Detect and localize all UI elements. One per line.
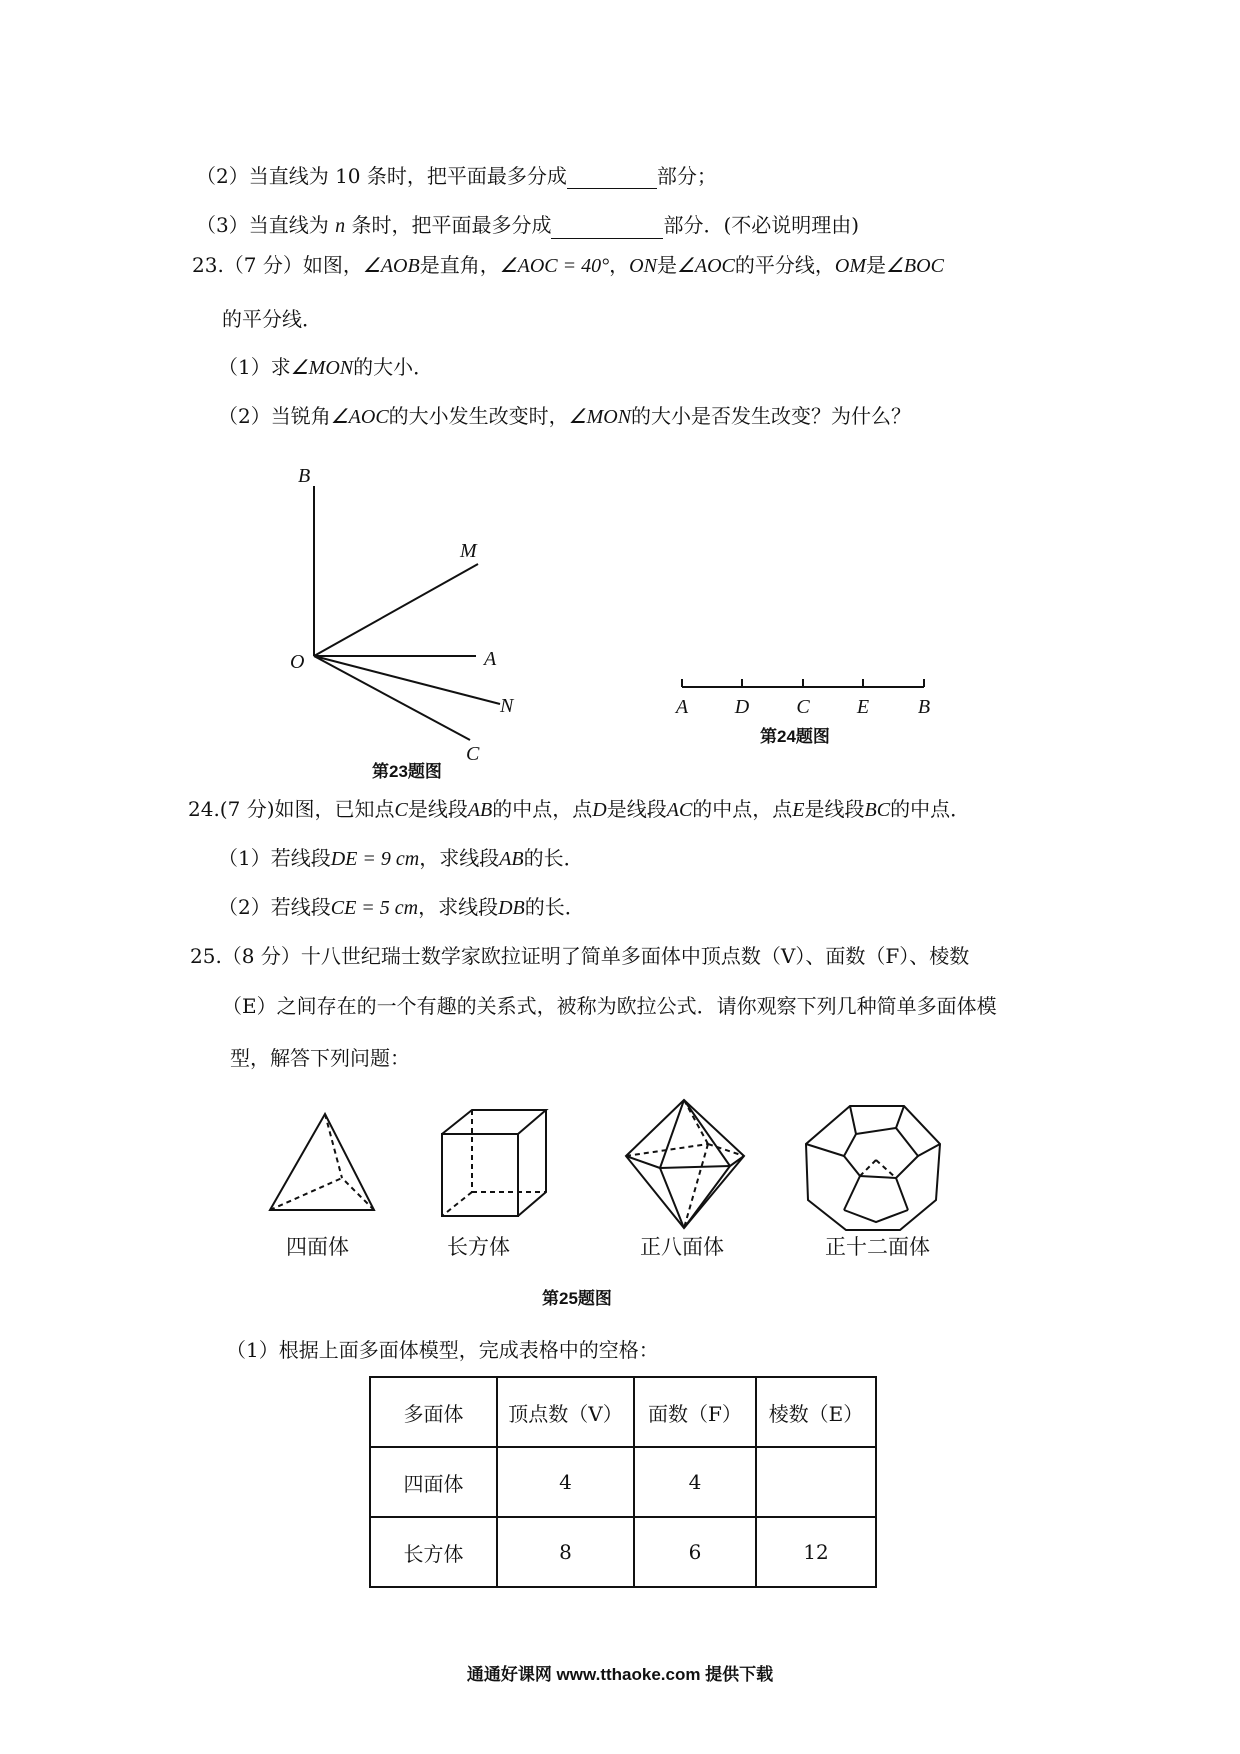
shape-label-dodecahedron: 正十二面体 xyxy=(825,1236,930,1259)
footer-source: 通通好课网 www.tthaoke.com 提供下载 xyxy=(466,1665,774,1684)
cuboid-figure xyxy=(436,1104,556,1224)
table-cell: 4 xyxy=(634,1447,756,1517)
segment-point-label: D xyxy=(734,696,750,718)
shape-label-octahedron: 正八面体 xyxy=(640,1236,724,1259)
octahedron-figure xyxy=(620,1094,750,1234)
segment-point-label: B xyxy=(917,696,931,718)
q25-caption: 第25题图 xyxy=(542,1289,612,1308)
q23-part1: （1）求∠MON的大小． xyxy=(218,355,434,379)
dodecahedron-figure xyxy=(800,1098,950,1238)
q24-part1: （1）若线段DE = 9 cm，求线段AB的长． xyxy=(218,846,584,870)
shape-label-cuboid: 长方体 xyxy=(447,1236,510,1259)
point-label-m: M xyxy=(460,540,477,562)
table-header-cell: 面数（F） xyxy=(634,1377,756,1447)
point-label-b: B xyxy=(298,465,311,487)
point-label-a: A xyxy=(484,648,497,670)
segment-point-label: A xyxy=(675,696,689,718)
q22-part2: （2）当直线为 10 条时，把平面最多分成 部分； xyxy=(196,164,717,188)
point-label-c: C xyxy=(466,743,480,765)
table-row xyxy=(370,1517,876,1587)
tetrahedron-figure xyxy=(262,1108,382,1218)
q23-figure xyxy=(280,460,540,780)
q25-stem-line2: （E）之间存在的一个有趣的关系式，被称为欧拉公式．请你观察下列几种简单多面体模 xyxy=(222,994,997,1018)
q23-stem: 23.（7 分）如图，∠AOB是直角，∠AOC = 40°，ON是∠AOC的平分线，OM是∠BOC xyxy=(192,253,944,277)
table-row xyxy=(370,1447,876,1517)
table-cell: 8 xyxy=(497,1517,634,1587)
answer-blank[interactable] xyxy=(551,218,663,239)
q24-part2: （2）若线段CE = 5 cm，求线段DB的长． xyxy=(218,895,585,919)
q25-stem-line3: 型，解答下列问题： xyxy=(230,1046,410,1070)
table-cell: 长方体 xyxy=(370,1517,497,1587)
table-cell: 四面体 xyxy=(370,1447,497,1517)
q23-caption: 第23题图 xyxy=(372,762,442,781)
table-header-cell: 顶点数（V） xyxy=(497,1377,634,1447)
table-cell: 12 xyxy=(756,1517,876,1587)
table-cell: 6 xyxy=(634,1517,756,1587)
q23-stem-cont: 的平分线． xyxy=(222,307,322,331)
q24-caption: 第24题图 xyxy=(760,727,830,746)
table-cell-blank[interactable] xyxy=(756,1447,876,1517)
q23-part2: （2）当锐角∠AOC的大小发生改变时，∠MON的大小是否发生改变？为什么？ xyxy=(218,404,912,428)
q22-part3: （3）当直线为 n 条时，把平面最多分成 部分．(不必说明理由) xyxy=(196,213,860,237)
euler-table xyxy=(369,1376,877,1588)
table-header-cell: 多面体 xyxy=(370,1377,497,1447)
table-cell: 4 xyxy=(497,1447,634,1517)
segment-point-label: E xyxy=(856,696,870,718)
answer-blank[interactable] xyxy=(567,168,657,189)
point-label-n: N xyxy=(500,695,514,717)
shape-label-tetrahedron: 四面体 xyxy=(286,1236,349,1259)
q24-figure xyxy=(660,665,940,725)
segment-point-label: C xyxy=(796,696,810,718)
q25-stem-line1: 25.（8 分）十八世纪瑞士数学家欧拉证明了简单多面体中顶点数（V）、面数（F）、棱数 xyxy=(190,944,970,968)
q24-stem: 24.(7 分)如图，已知点C是线段AB的中点，点D是线段AC的中点，点E是线段BC的中点． xyxy=(188,797,971,821)
table-header-row xyxy=(370,1377,876,1447)
point-label-o: O xyxy=(290,651,305,673)
q25-part1: （1）根据上面多面体模型，完成表格中的空格： xyxy=(226,1338,659,1362)
table-header-cell: 棱数（E） xyxy=(756,1377,876,1447)
